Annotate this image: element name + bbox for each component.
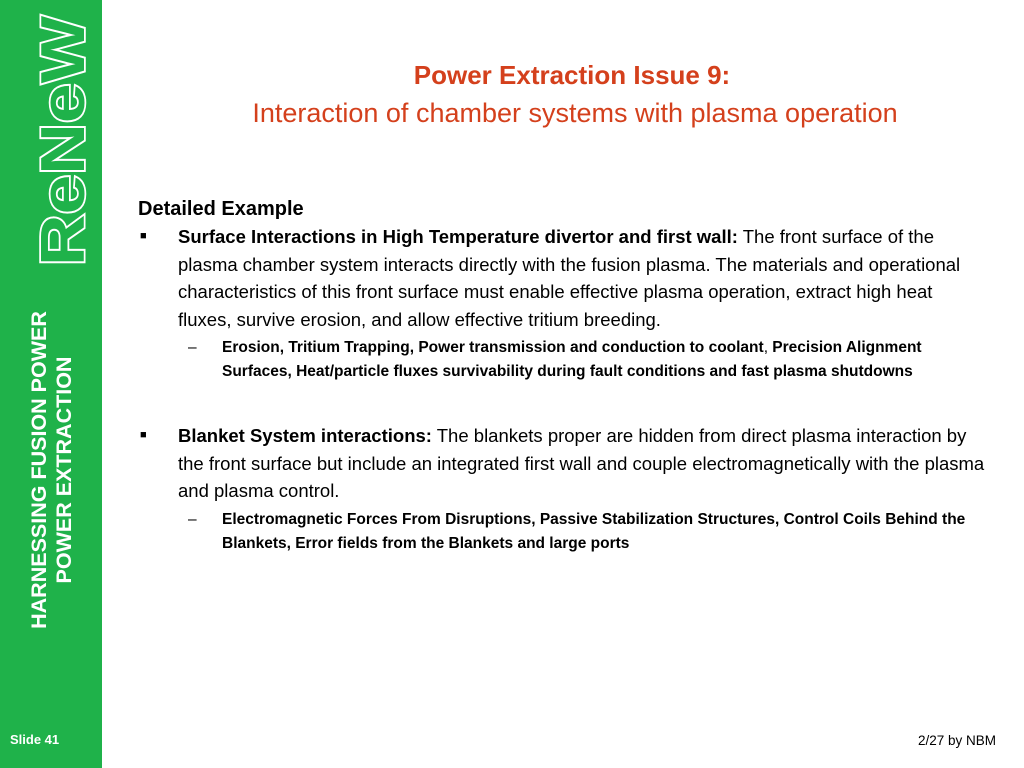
- sub-bullet-text-a: Erosion, Tritium Trapping, Power transmission and conduction to coolant: [222, 339, 764, 356]
- slide-content: [138, 195, 988, 556]
- sub-bullet-item: [138, 336, 988, 384]
- section-heading: Detailed Example: [138, 198, 304, 220]
- square-bullet-icon: ■: [140, 429, 147, 441]
- title-line-2: Interaction of chamber systems with plasma operation: [252, 98, 898, 128]
- sub-bullet-item: [138, 508, 988, 556]
- sub-bullet-comma: ,: [763, 339, 768, 356]
- title-line-1: Power Extraction Issue 9:: [413, 60, 731, 90]
- sub-bullet-text: Electromagnetic Forces From Disruptions, Passive Stabilization Structures, Control Coils Behind the Blankets, Error fields from the Blankets and large ports: [222, 510, 966, 552]
- dash-bullet-icon: –: [188, 339, 197, 356]
- renew-logo-text: ReNeW: [29, 48, 98, 266]
- dash-bullet-icon: –: [188, 510, 197, 528]
- sub-bullet-text-b: Precision Alignment Surfaces, Heat/particle fluxes survivability during fault conditions and fast plasma shutdowns: [222, 339, 922, 380]
- sidebar-line-1: HARNESSING FUSION POWER: [27, 311, 51, 629]
- bullet-item: [138, 422, 988, 505]
- sidebar-caption: [27, 311, 77, 629]
- bullet-body-text: The front surface of the plasma chamber system interacts directly with the fusion plasma. The materials and operational characteristics of this front surface must enable effective plasma operation, extract high heat fluxes, survive erosion, and allow effective tritium breeding.: [178, 226, 961, 330]
- square-bullet-icon: ■: [140, 230, 147, 242]
- slide-title: [102, 58, 1024, 132]
- renew-logo: [0, 0, 102, 268]
- footer-text: 2/27 by NBM: [917, 733, 996, 748]
- slide-number: Slide 41: [10, 732, 60, 747]
- bullet-item: [138, 223, 988, 333]
- bullet-body-text: The blankets proper are hidden from direct plasma interaction by the front surface but include an integrated first wall and couple electromagnetically with the plasma and plasma control.: [178, 425, 985, 501]
- bullet-bold-text: Blanket System interactions:: [178, 425, 432, 446]
- sidebar: [0, 0, 102, 768]
- sidebar-line-2: POWER EXTRACTION: [52, 356, 76, 584]
- bullet-bold-text: Surface Interactions in High Temperature divertor and first wall:: [178, 226, 738, 247]
